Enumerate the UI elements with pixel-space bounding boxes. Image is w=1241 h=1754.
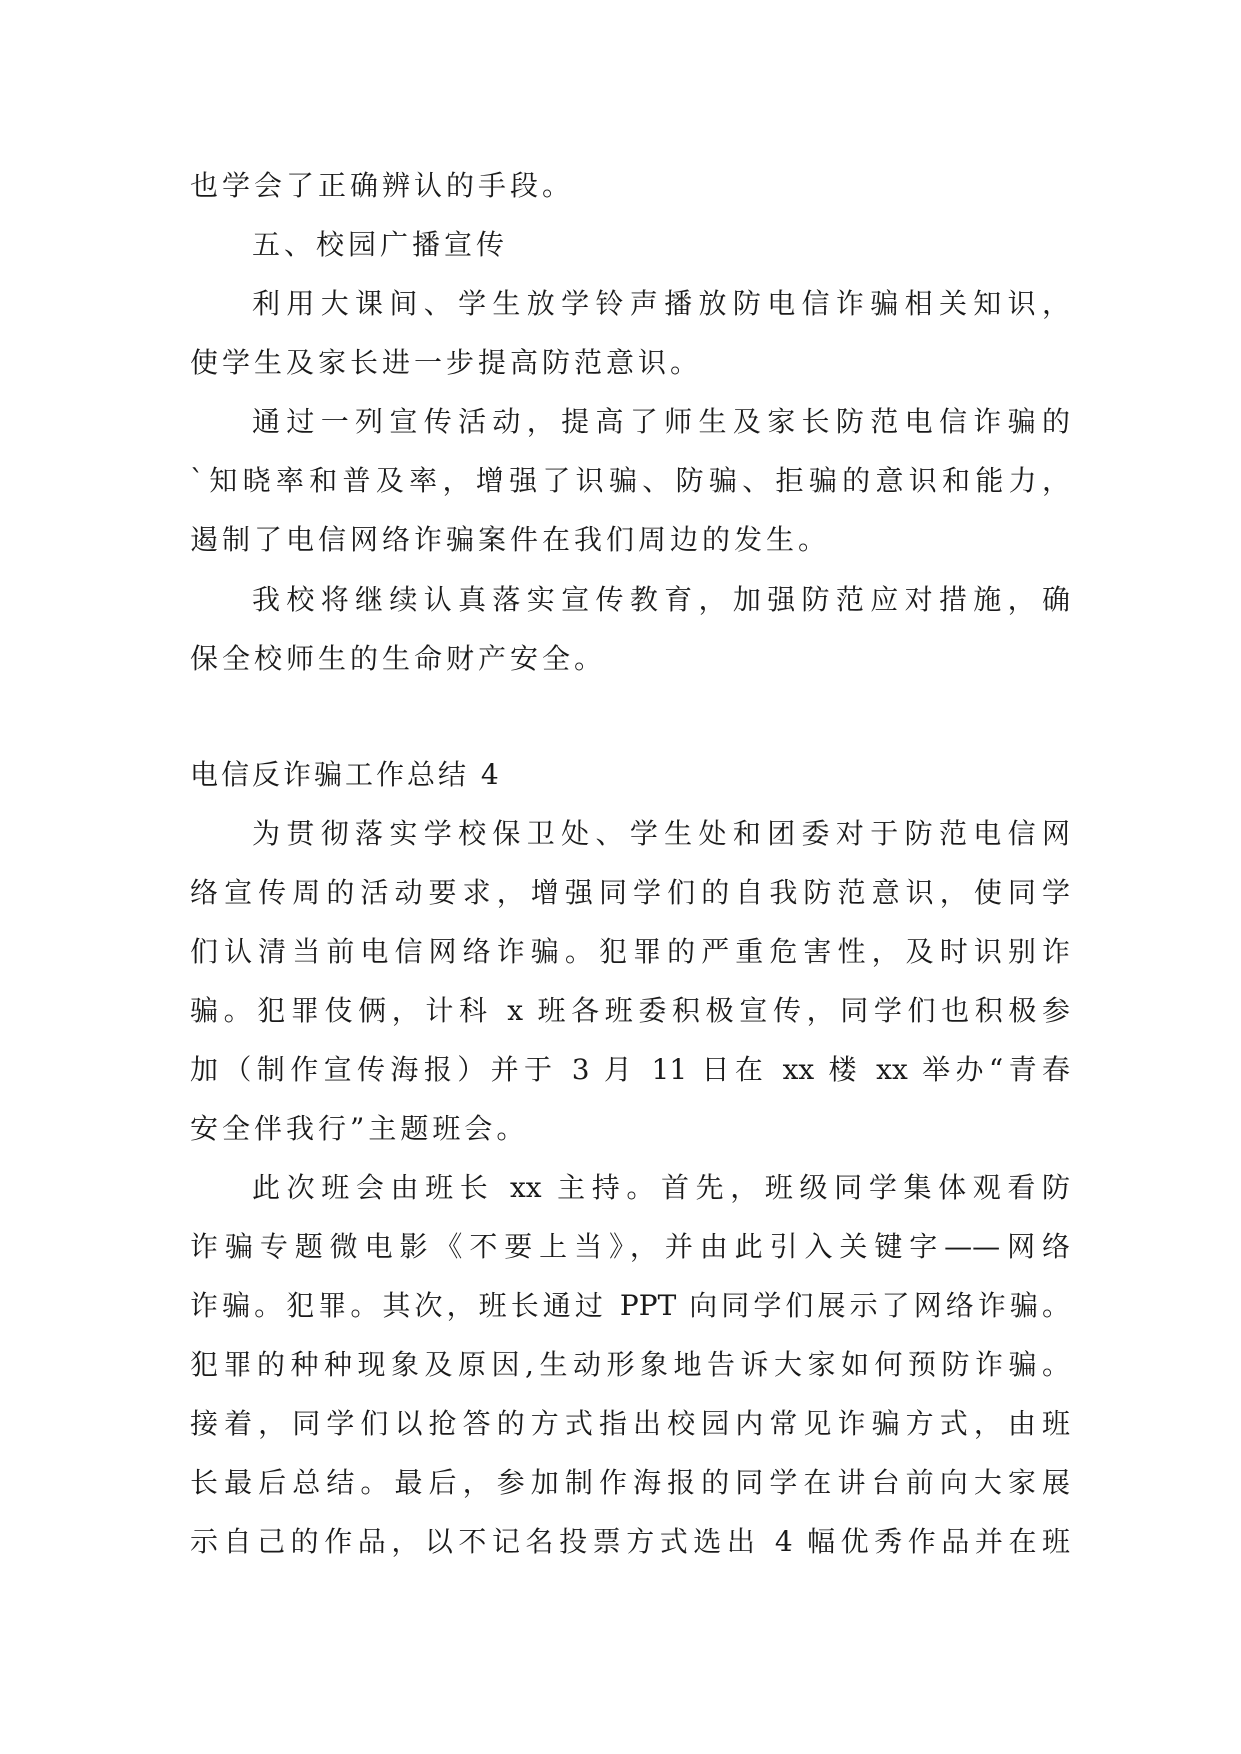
text-line: 我校将继续认真落实宣传教育，加强防范应对措施，确 <box>252 583 1070 616</box>
text-line: 为贯彻落实学校保卫处、学生处和团委对于防范电信网 <box>252 817 1070 850</box>
text-line: 示自己的作品，以不记名投票方式选出 4 幅优秀作品并在班 <box>190 1525 1070 1558</box>
text-line: 们认清当前电信网络诈骗。犯罪的严重危害性，及时识别诈 <box>190 935 1070 968</box>
text-line: 犯罪的种种现象及原因,生动形象地告诉大家如何预防诈骗。 <box>190 1348 1070 1381</box>
text-line: 安全伴我行”主题班会。 <box>190 1112 529 1145</box>
text-line: 也学会了正确辨认的手段。 <box>190 169 575 202</box>
text-line: 利用大课间、学生放学铃声播放防电信诈骗相关知识， <box>252 287 1070 320</box>
text-line: 骗。犯罪伎俩，计科 x 班各班委积极宣传，同学们也积极参 <box>190 994 1070 1027</box>
text-line: 诈骗专题微电影《不要上当》，并由此引入关键字——网络 <box>190 1230 1070 1263</box>
text-line: 通过一列宣传活动，提高了师生及家长防范电信诈骗的 <box>252 405 1070 438</box>
text-line: 此次班会由班长 xx 主持。首先，班级同学集体观看防 <box>252 1171 1070 1204</box>
text-line: 加（制作宣传海报）并于 3 月 11 日在 xx 楼 xx 举办“青春 <box>190 1053 1070 1086</box>
text-line: 络宣传周的活动要求，增强同学们的自我防范意识，使同学 <box>190 876 1070 909</box>
text-line: 接着，同学们以抢答的方式指出校园内常见诈骗方式，由班 <box>190 1407 1070 1440</box>
section-heading: 五、校园广播宣传 <box>252 228 509 261</box>
text-line: 遏制了电信网络诈骗案件在我们周边的发生。 <box>190 523 831 556</box>
text-line: 使学生及家长进一步提高防范意识。 <box>190 346 703 379</box>
text-line: 诈骗。犯罪。其次，班长通过 PPT 向同学们展示了网络诈骗。 <box>190 1289 1070 1322</box>
text-line: `知晓率和普及率，增强了识骗、防骗、拒骗的意识和能力， <box>190 464 1070 497</box>
text-line: 保全校师生的生命财产安全。 <box>190 642 607 675</box>
article-title: 电信反诈骗工作总结 4 <box>190 758 502 791</box>
text-line: 长最后总结。最后，参加制作海报的同学在讲台前向大家展 <box>190 1466 1070 1499</box>
